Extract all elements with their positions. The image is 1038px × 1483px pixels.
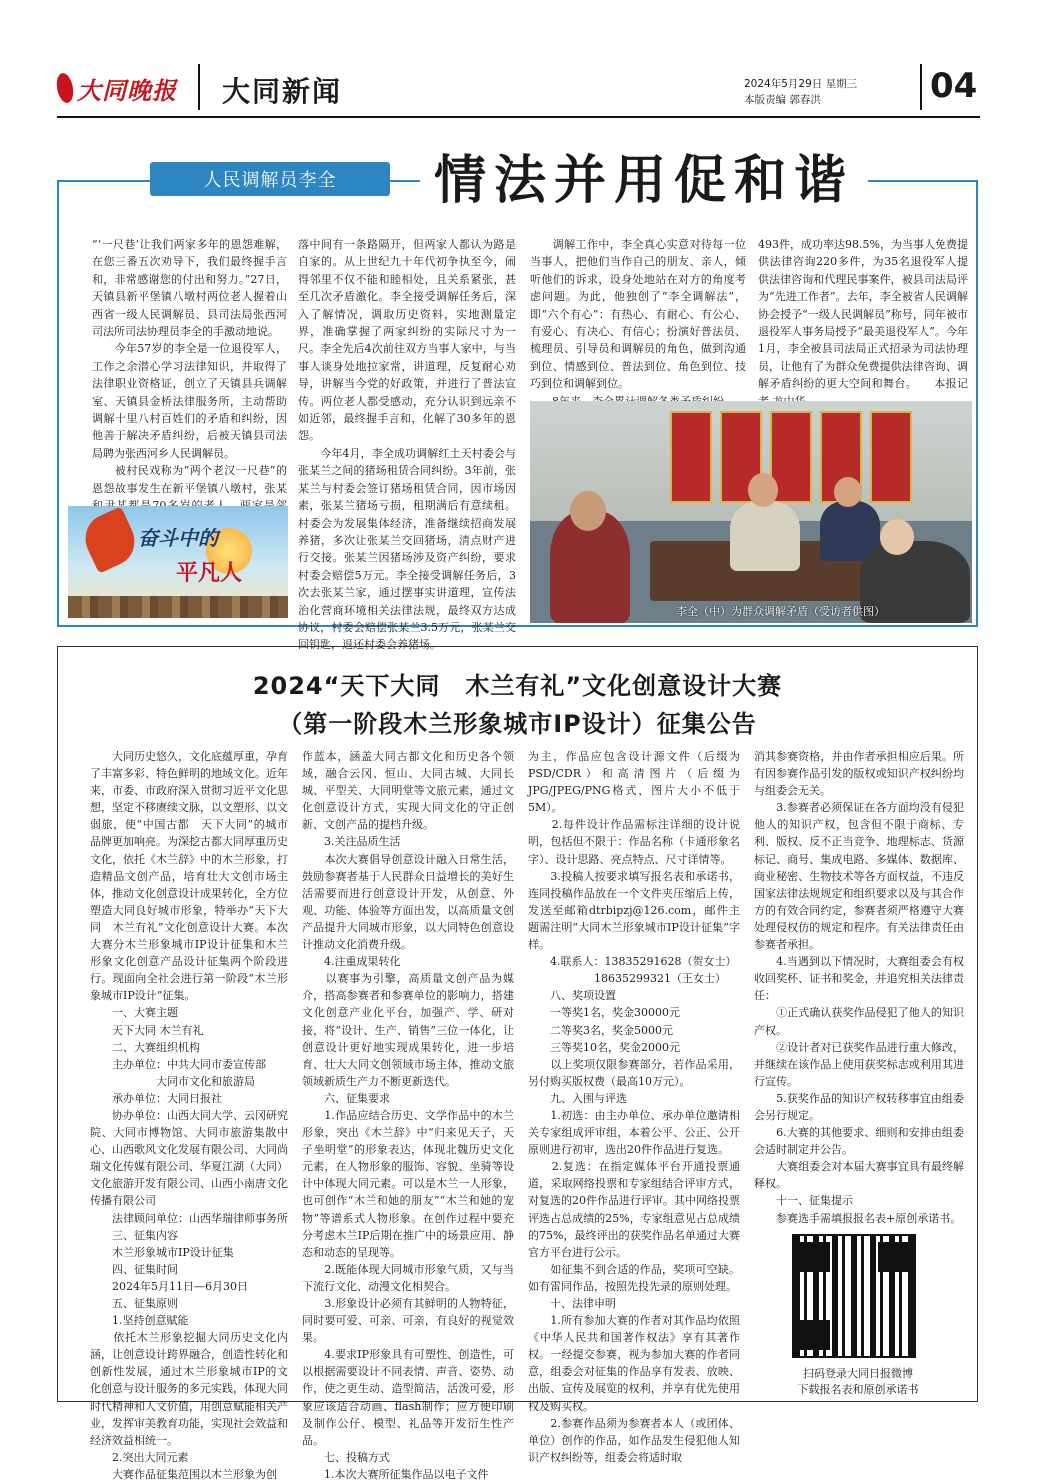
qr-code-icon[interactable] [792,1234,916,1358]
person-head [570,491,606,531]
series-logo-line1: 奋斗中的 [138,526,218,550]
feature-column-4: 493件，成功率达98.5%，为当事人免费提供法律咨询220多件，为35名退役军人提供法律咨询和代理民事案件，被县司法局评为“先进工作者”。去年，李全被省人民调解协会授予“一级人民调解员”称号，同年被市退役军人事务局授予“最美退役军人”。今年1月，李全被县司法局正式招录为司法协理员，让他有了为群众免费提供法律咨询、调解矛盾纠纷的更大空间和舞台。 本报记 [758,238,968,391]
feature-kicker: 人民调解员李全 [150,162,390,196]
feature-column-2: 落中间有一条路隔开，但两家人都认为路是自家的。从上世纪九十年代初争执至今，闹得邻里不仅不能和睦相处，且关系紧张，甚至几次矛盾激化。李全接受调解任务后，深入了解情况，调取历史资料，实地测量定界，准确掌握了两家纠纷的实际尺寸为一尺。李全先后4次前往双方当事人家中，与当事人谈身处地拉家常，讲道理，反复耐心劝导，讲解当今党的好政策，并进行了普法宣传。两位老人都受感动，充分认识到远亲不如近邻，最终握手言和，化解了30多年的恩怨。 今年4月，李全成功调解红土天村委会与张某兰之间的猪场租赁合同纠纷。3年前，张某兰与村委会签订猪场租赁合同，因市场因素，张某兰猪场亏损，租期满后有意续租。村委会为发展集体经济，准备继续招商发展养猪，多次让张某兰交回猪场，清点财产进行交接。张某兰因猪场涉及资产纠纷，要求村委会赔偿5万元。李全接受调解任务后，3次去张某兰家，通过摆事实讲道理，宣传法治化营商环境相关法律法规，最终双方达成协议，村委会赔偿张某兰3.5万元，张某兰交回钥匙，退还村委会养猪场。 [298,238,516,652]
feature-headline: 情法并用促和谐 [420,146,868,216]
person-head [748,473,778,507]
qr-caption: 扫码登录大同日报微博 下载报名表和原创承诺书 [797,1367,919,1396]
page-editor: 本版责编 郭春洪 [744,94,821,106]
section-title: 大同新闻 [222,75,343,108]
page-number: 04 [930,66,978,106]
photo-caption: 李全（中）为群众调解矛盾（受访者供图） [676,605,885,618]
person-head [834,477,862,507]
masthead-divider [198,64,200,110]
issue-date: 2024年5月29日 星期三 [744,78,858,90]
photo-banner [870,411,912,503]
flame-logo-icon [53,71,77,104]
person-head [880,519,914,555]
masthead-rule [57,116,980,118]
announcement-column-1: 大同历史悠久，文化底蕴厚重，孕育了丰富多彩、特色鲜明的地域文化。近年来，市委、市政府深入贯彻习近平文化思想，坚定不移赓续文脉，以文塑形、以文弱旅，使“中国古都 天下大同”的城市品牌更加响亮。为深挖古都大同厚重历史文化，依托《木兰辞》中的木兰形象，打造精品文创产品，培育壮大文创市场主体，推动文化创意设计成果转化，全方位塑造大同良好城市形象，特举办“天下大同 木兰有礼”文化创意设计大赛。本次大赛分木兰形象城市IP设计征集和木兰形象文化创意产品设计征集两个阶段进行。现面向全社会进行第一阶段“木兰形象城市IP设计”征集。 一、大赛主题 天下大同 木兰有礼 二、大赛组织机构 主办单位：中共大同市委宣传部 大同市文化和旅游局 承办单位：大同日报社 协办单位：山西大同大学、云冈研究院、大同市博物馆、大同市旅游集散中心、山西歌风文化发展有限公司、大同尚瑞文化传媒有限公司、华夏江湖（大同）文化旅游开发有限公司、山西小南唐文化传播有限公司 法律顾问单位：山西华瑞律师事务所 三、征集内容 木兰形象城市IP设计征集 四、征集时间 2024年5月11日—6月30日 五、征集原则 1.坚持创意赋能 依托木兰形象挖掘大同历史文化内涵，让创意设计跨界融合，创造性转化和创新性发展，通过木兰形象城市IP的文化创意与设计服务的多元实践，体现大同时代精神和人文价值，用创意赋能相关产业，发挥审美教育功能，实现社会效益和经济效益相统一。 2.突出大同元素 大赛作品征集范围以木兰形象为创 [90,750,288,1481]
issue-info [744,76,857,108]
newspaper-logo [57,66,192,110]
series-logo-image [68,506,288,618]
announcement-column-4: 消其参赛资格，并由作者承担相应后果。所有因参赛作品引发的版权或知识产权纠纷均与组委会无关。 3.参赛者必须保证在各方面均没有侵犯他人的知识产权，包含但不限于商标、专利、版权、反不正当竞争、地理标志、货源标记、商号、集成电路、多媒体、数据库、商业秘密、生物技术等各方面权益，不违反国家法律法规规定和组织要求以及与其合作方的有效合同约定，参赛者须严格遵守大赛处理侵权仿的规定和程序。有关法律责任由参赛者承担。 4.当遇到以下情况时，大赛组委会有权收回奖杯、证书和奖金，并追究相关法律责任： ①正式确认获奖作品侵犯了他人的知识产权。 ②设计者对已获奖作品进行重大修改，并继续在该作品上使用获奖标志或利用其进行宣传。 5.获奖作品的知识产权转移事宜由组委会另行规定。 6.大赛的其他要求、细则和安排由组委会适时制定并公告。 大赛组委会对本届大赛事宜具有最终解释权。 十一、征集提示 参赛选手需填报报名表+原创承诺书。 [754,750,964,1225]
feature-column-1: “‘一尺巷’让我们两家多年的恩怨难解，在您三番五次劝导下，我们最终握手言和，非常感谢您的付出和努力。”27日，天镇县新平堡镇八墩村两位老人握着山西省一级人民调解员、县司法局张西河司法所司法协理员李全的手激动地说。 今年57岁的李全是一位退役军人，工作之余潜心学习法律知识，并取得了法律职业资格证，创立了天镇县兵调解室、天镇县金桥法律服务所，主动帮助调解十里八村百姓们的矛盾和纠纷，因他善于解决矛盾纠纷，后被天镇县司法局聘为张西河乡人民调解员。 被村民戏称为“两个老汉一尺巷”的恩怨故事发生在新平堡镇八墩村，张某 [92,238,287,495]
feature-column-3: 调解工作中，李全真心实意对待每一位当事人，把他们当作自己的朋友、亲人，倾听他们的诉求，设身处地站在对方的角度考虑问题。为此，他独创了“李全调解法”，即“六个有心”：有热心、有耐心、有公心、有爱心、有决心、有信心；扮演好普法员、梳理员、引导员和调解员的角色，做到沟通到位、情感到位、普法到位、角色到位、技巧到位和调解到位。 [530,238,746,391]
page-number-divider [920,64,922,110]
series-logo-line2: 平凡人 [176,560,243,586]
feature-photo [530,401,972,623]
announcement-column-3: 为主，作品应包含设计源文件（后缀为PSD/CDR）和高清图片（后缀为JPG/JPEG/PNG格式，图片大小不低于5M）。 2.每件设计作品需标注详细的设计说明，包括但不限于：作品名称（卡通形象名字）、设计思路、亮点特点、尺寸详情等。 3.投稿人按要求填写报名表和承诺书，连同投稿作品放在一个文件夹压缩后上传，发送至邮箱dtrbipzj@126.com，邮件主题需注明“大同木兰形象城市IP设计征集”字样。 4.联系人：13835291628（贺女士） 18635299321（王女士） 八、奖项设置 一等奖1名，奖金30000元 二等奖3名，奖金5000元 三等奖10名，奖金2000元 以上奖项仅限参赛部分，若作品采用，另付购买版权费（最高10万元）。 九、入围与评选 1.初选：由主办单位、承办单位邀请相关专家组成评审组，本着公平、公正、公开原则进行初审，选出20件作品进行复选。 2.复选：在指定媒体平台开通投票通道，采取网络投票和专家组结合评审方式，对复选的20件作品进行评审。其中网络投票评选占总成绩的25%，专家组意见占总成绩的75%，最终评出的获奖作品名单通过大赛官方平台进行公示。 如征集不到合适的作品，奖项可空缺。如有雷同作品，按照先投先录的原则处理。 十、法律申明 1.所有参加大赛的作者对其作品均依照《中华人民共和国著作权法》享有其著作权。一经提交参赛，视为参加大赛的作者同意，组委会对征集的作品享有发表、放映、出版、宣传及展览的权利，并享有优先使用权及购买权。 2.参赛作品须为参赛者本人（或团体、单位）创作的作品，如作品发生侵犯他人知识产权纠纷等，组委会将适时取 [528,750,740,1464]
announcement-title-line1: 2024“天下大同 木兰有礼”文化创意设计大赛 [252,672,783,700]
announcement-column-2: 作蓝本，涵盖大同古都文化和历史各个领域，融合云冈、恒山、大同古城、大同长城、平型关、大同明堂等文旅元素，通过文化创意设计方式，实现大同文化的守正创新、文创产品的提档升级。 3.关注品质生活 本次大赛倡导创意设计融入日常生活，鼓励参赛者基于人民群众日益增长的美好生活需要而进行创意设计开发，从创意、外观、功能、体验等方面出发，以高质量文创产品提升大同城市形象，以大同特色创意设计推动文化消费升级。 4.注重成果转化 以赛事为引擎，高质量文创产品为媒介，搭高参赛者和参赛单位的影响力，搭建文化创意产业化平台，加强产、学、研对接，将“设计、生产、销售”三位一体化，让创意设计更好地实现成果转化，进一步培育、壮大大同文创领域市场主体，推动文旅领域新质生产力不断更新迭代。 六、征集要求 1.作品应结合历史、文学作品中的木兰形象，突出《木兰辞》中“归来见天子，天子坐明堂”的形象表达，体现北魏历史文化元素，在人物形象的服饰、容貌、坐骑等设计中体现大同元素。可以是木兰一人形象，也可创作“木兰和她的朋友”“木兰和她的宠物”等谱系式人物形象。在创作过程中要充分考虑木兰IP后期在推广中的场景应用、静态和动态的呈现等。 2.既能体现大同城市形象气质，又与当下流行文化、动漫文化相契合。 3.形象设计必须有其鲜明的人物特征，同时要可爱、可亲、可亲，有良好的视觉效果。 4.要求IP形象具有可塑性、创造性，可以根据需要设计不同表情、声音、姿势、动作，使之更生动、造型简洁，活泼可爱，形象应该适合动画、flash制作；应方便印刷及制作公仔、模型、礼品等开发衍生性产品。 七、投稿方式 1.本次大赛所征集作品以电子文件 [302,750,514,1481]
announcement-title-line2: （第一阶段木兰形象城市IP设计）征集公告 [278,710,757,738]
person-figure [730,501,800,571]
photo-banner [670,411,712,503]
city-skyline-icon [68,596,288,618]
newspaper-brand: 大同晚报 [77,76,177,105]
runner-figure-icon [77,506,142,573]
